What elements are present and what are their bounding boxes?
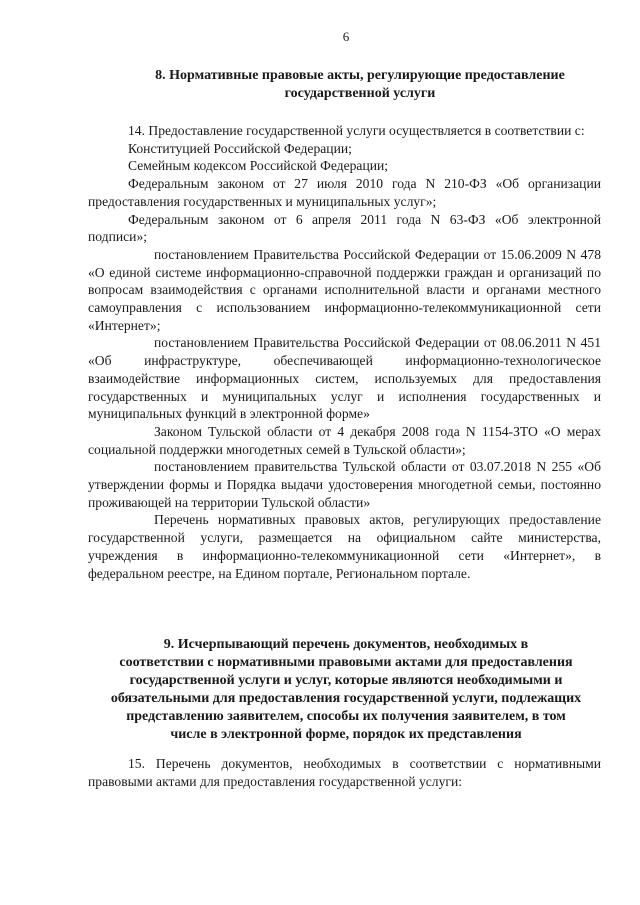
paragraph: Конституцией Российской Федерации; bbox=[128, 140, 352, 156]
page-number: 6 bbox=[342, 29, 350, 44]
paragraph: Перечень нормативных правовых актов, регулирующих предоставление государственной услуги, размещается на официальном сайте министерства, учреждения в информационно-телекоммуникационной сети «Интернет», в федеральном реестре, на Едином портале, Региональном портале. bbox=[88, 512, 601, 581]
section-8-body bbox=[88, 122, 601, 582]
section-9-title-line: обязательными для предоставления государственной услуги, подлежащих bbox=[110, 691, 582, 706]
section-8-title-line: 8. Нормативные правовые акты, регулирующие предоставление bbox=[155, 68, 565, 83]
paragraph: 15. Перечень документов, необходимых в соответствии с нормативными правовыми актами для предоставления государственной услуги: bbox=[88, 756, 601, 789]
paragraph: 14. Предоставление государственной услуги осуществляется в соответствии с: bbox=[128, 123, 585, 138]
paragraph: Законом Тульской области от 4 декабря 2008 года N 1154-ЗТО «О мерах социальной поддержки многодетных семей в Тульской области»; bbox=[88, 423, 601, 457]
paragraph: Федеральным законом от 27 июля 2010 года N 210-ФЗ «Об организации предоставления государственных и муниципальных услуг»; bbox=[88, 176, 601, 209]
section-9-title-line: 9. Исчерпывающий перечень документов, необходимых в bbox=[163, 637, 529, 652]
paragraph: постановлением Правительства Российской Федерации от 08.06.2011 N 451 «Об инфраструктуре, обеспечивающей информационно-технологическое взаимодействие информационных систем, используемых для предоставления государственных и муниципальных услуг и исполнения государственных и муниципальных функций в электронной форме» bbox=[88, 335, 601, 422]
section-8-title-line: государственной услуги bbox=[284, 86, 436, 101]
section-9-title bbox=[86, 636, 606, 744]
section-9-title-line: числе в электронной форме, порядок их представления bbox=[170, 727, 522, 742]
paragraph: Семейным кодексом Российской Федерации; bbox=[128, 158, 389, 174]
section-9-title-line: государственной услуги и услуг, которые являются необходимыми и bbox=[129, 673, 563, 688]
section-8-title bbox=[120, 67, 600, 103]
paragraph: постановлением правительства Тульской области от 03.07.2018 N 255 «Об утверждении формы и Порядка выдачи удостоверения многодетной семьи, постоянно проживающей на территории Тульской области» bbox=[88, 459, 601, 510]
paragraph: Федеральным законом от 6 апреля 2011 года N 63-ФЗ «Об электронной подписи»; bbox=[88, 211, 601, 245]
section-9-title-line: соответствии с нормативными правовыми актами для предоставления bbox=[119, 655, 573, 670]
section-9-title-line: представлению заявителем, способы их получения заявителем, в том bbox=[126, 709, 566, 724]
section-9-body bbox=[88, 755, 601, 790]
paragraph: постановлением Правительства Российской Федерации от 15.06.2009 N 478 «О единой системе информационно-справочной поддержки граждан и организаций по вопросам взаимодействия с органами исполнительной власти и органами местного самоуправления с использованием информационно-телекоммуникационной сети «Интернет»; bbox=[88, 246, 601, 333]
